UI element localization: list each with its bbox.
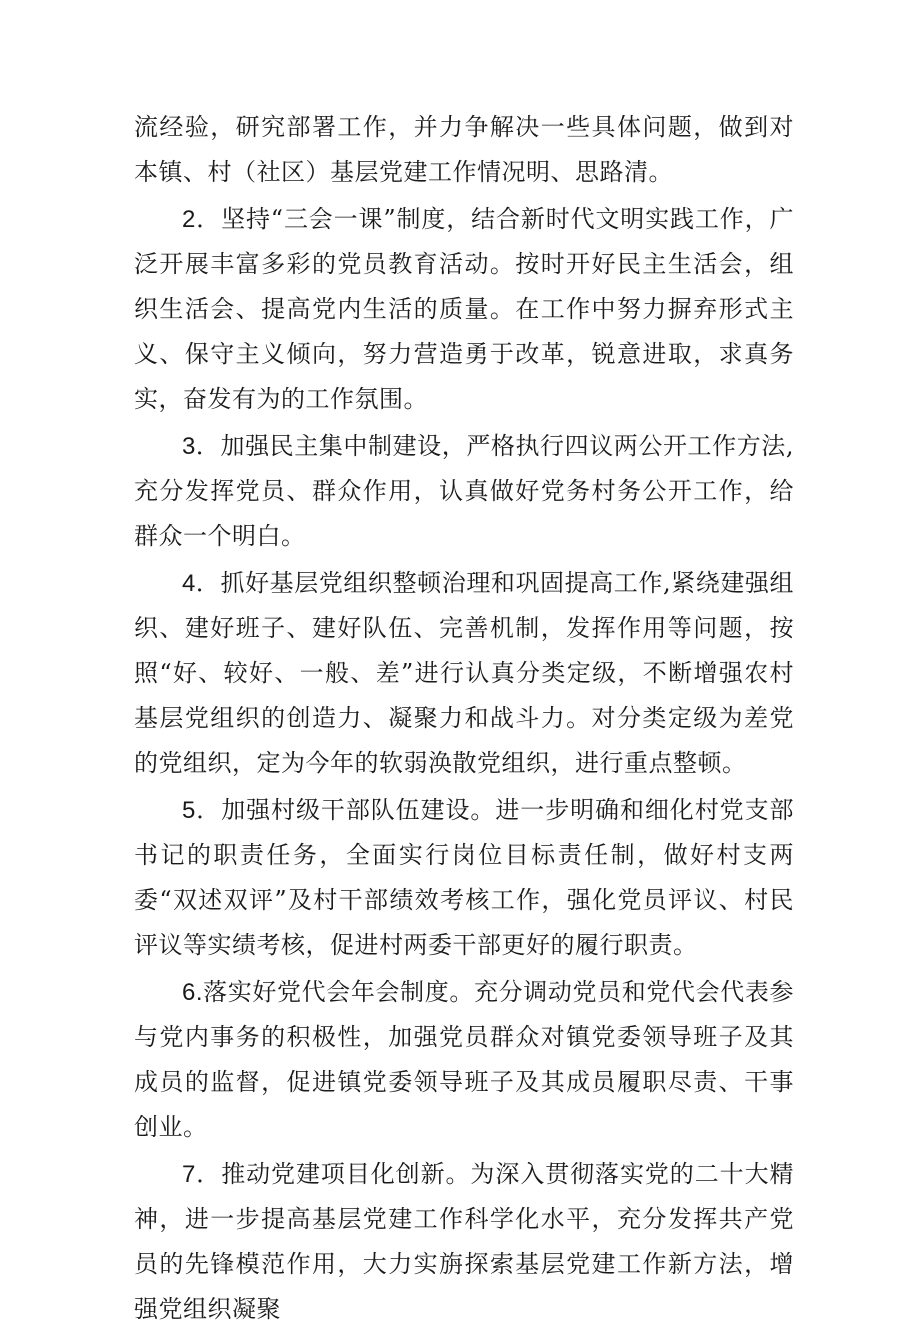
document-body [134,105,794,1334]
paragraph-number: 3． [182,433,221,460]
paragraph-item-4 [134,561,794,786]
paragraph-item-3 [134,424,794,559]
paragraph-text: 抓好基层党组织整顿治理和巩固提高工作,紧绕建强组织、建好班子、建好队伍、完善机制，发挥作用等问题，按照“好、较好、一般、差”进行认真分类定级，不断增强农村基层党组织的创造力、凝聚力和战斗力。对分类定级为差党的党组织，定为今年的软弱涣散党组织，进行重点整顿。 [134,569,794,777]
paragraph-number: 5． [182,797,222,824]
paragraph-text: 加强村级干部队伍建设。进一步明确和细化村党支部书记的职责任务，全面实行岗位目标责任制，做好村支两委“双述双评”及村干部绩效考核工作，强化党员评议、村民评议等实绩考核，促进村两委干部更好的履行职责。 [134,796,794,959]
paragraph-text: 加强民主集中制建设，严格执行四议两公开工作方法,充分发挥党员、群众作用，认真做好党务村务公开工作，给群众一个明白。 [134,432,794,550]
paragraph-text: 流经验，研究部署工作，并力争解决一些具体问题，做到对本镇、村（社区）基层党建工作情况明、思路清。 [134,113,794,186]
paragraph-text: 坚持“三会一课”制度，结合新时代文明实践工作，广泛开展丰富多彩的党员教育活动。按时开好民主生活会，组织生活会、提高党内生活的质量。在工作中努力摒弃形式主义、保守主义倾向，努力营造勇于改革，锐意进取，求真务实，奋发有为的工作氛围。 [134,205,794,413]
paragraph-item-2 [134,197,794,422]
paragraph-number: 6. [182,979,204,1006]
paragraph-number: 4． [182,570,221,597]
paragraph-number: 7． [182,1161,222,1188]
paragraph-text: 推动党建项目化创新。为深入贯彻落实党的二十大精神，进一步提高基层党建工作科学化水平，充分发挥共产党员的先锋模范作用，大力实旃探索基层党建工作新方法，增强党组织凝聚 [134,1160,794,1323]
paragraph-text: 落实好党代会年会制度。充分调动党员和党代会代表参与党内事务的积极性，加强党员群众对镇党委领导班子及其成员的监督，促进镇党委领导班子及其成员履职尽责、干事创业。 [134,978,794,1141]
paragraph-item-5 [134,788,794,968]
paragraph-item-6 [134,970,794,1150]
paragraph-number: 2． [182,206,222,233]
paragraph-continuation [134,105,794,195]
paragraph-item-7 [134,1152,794,1332]
